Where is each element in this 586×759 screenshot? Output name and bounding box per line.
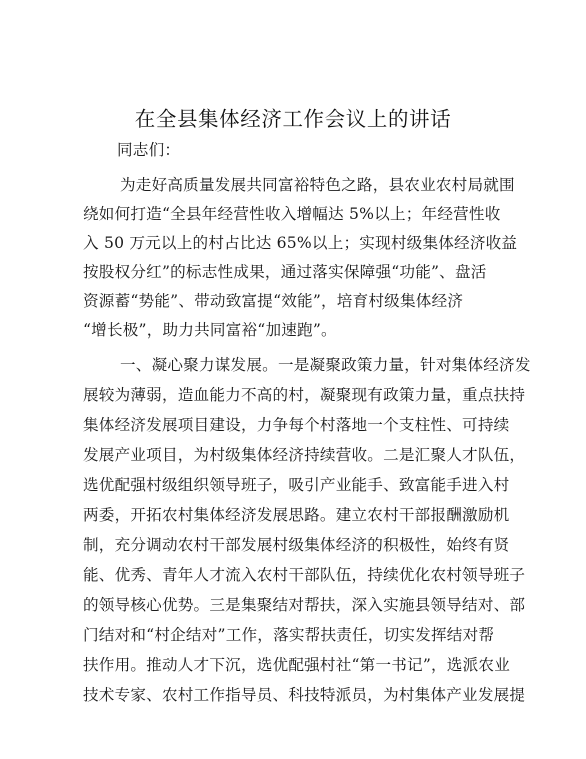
- body-line: 入 50 万元以上的村占比达 65%以上；实现村级集体经济收益: [83, 234, 518, 252]
- body-line: 能、优秀、青年人才流入农村干部队伍，持续优化农村领导班子: [83, 566, 526, 584]
- body-line: 技术专家、农村工作指导员、科技特派员，为村集体产业发展提: [83, 686, 526, 704]
- body-line: 制，充分调动农村干部发展村级集体经济的积极性，始终有贤: [83, 536, 510, 554]
- body-line: 发展产业项目，为村级集体经济持续营收。二是汇聚人才队伍，: [83, 446, 526, 464]
- body-line: 展较为薄弱，造血能力不高的村，凝聚现有政策力量，重点扶持: [83, 386, 526, 404]
- body-line: 绕如何打造“全县年经营性收入增幅达 5%以上；年经营性收: [83, 205, 501, 223]
- salutation: 同志们：: [117, 141, 181, 159]
- body-line: 两委，开拓农村集体经济发展思路。建立农村干部报酬激励机: [83, 506, 510, 524]
- body-line: 资源蓄“势能”、带动致富提“效能”，培育村级集体经济: [83, 292, 464, 310]
- body-line: 为走好高质量发展共同富裕特色之路，县农业农村局就围: [120, 176, 515, 194]
- body-line: 的领导核心优势。三是集聚结对帮扶，深入实施县领导结对、部: [83, 596, 526, 614]
- body-line: 按股权分红”的标志性成果，通过落实保障强“功能”、盘活: [83, 263, 487, 281]
- document-title: 在全县集体经济工作会议上的讲话: [134, 107, 452, 131]
- body-line: 门结对和“村企结对”工作，落实帮扶责任，切实发挥结对帮: [83, 626, 495, 644]
- body-line: 扶作用。推动人才下沉，选优配强村社“第一书记”，选派农业: [83, 656, 510, 674]
- body-line: 一、凝心聚力谋发展。一是凝聚政策力量，针对集体经济发: [120, 356, 531, 374]
- body-line: 选优配强村级组织领导班子，吸引产业能手、致富能手进入村: [83, 476, 510, 494]
- body-line: 集体经济发展项目建设，力争每个村落地一个支柱性、可持续: [83, 416, 510, 434]
- body-line: “增长极”，助力共同富裕“加速跑”。: [83, 321, 337, 339]
